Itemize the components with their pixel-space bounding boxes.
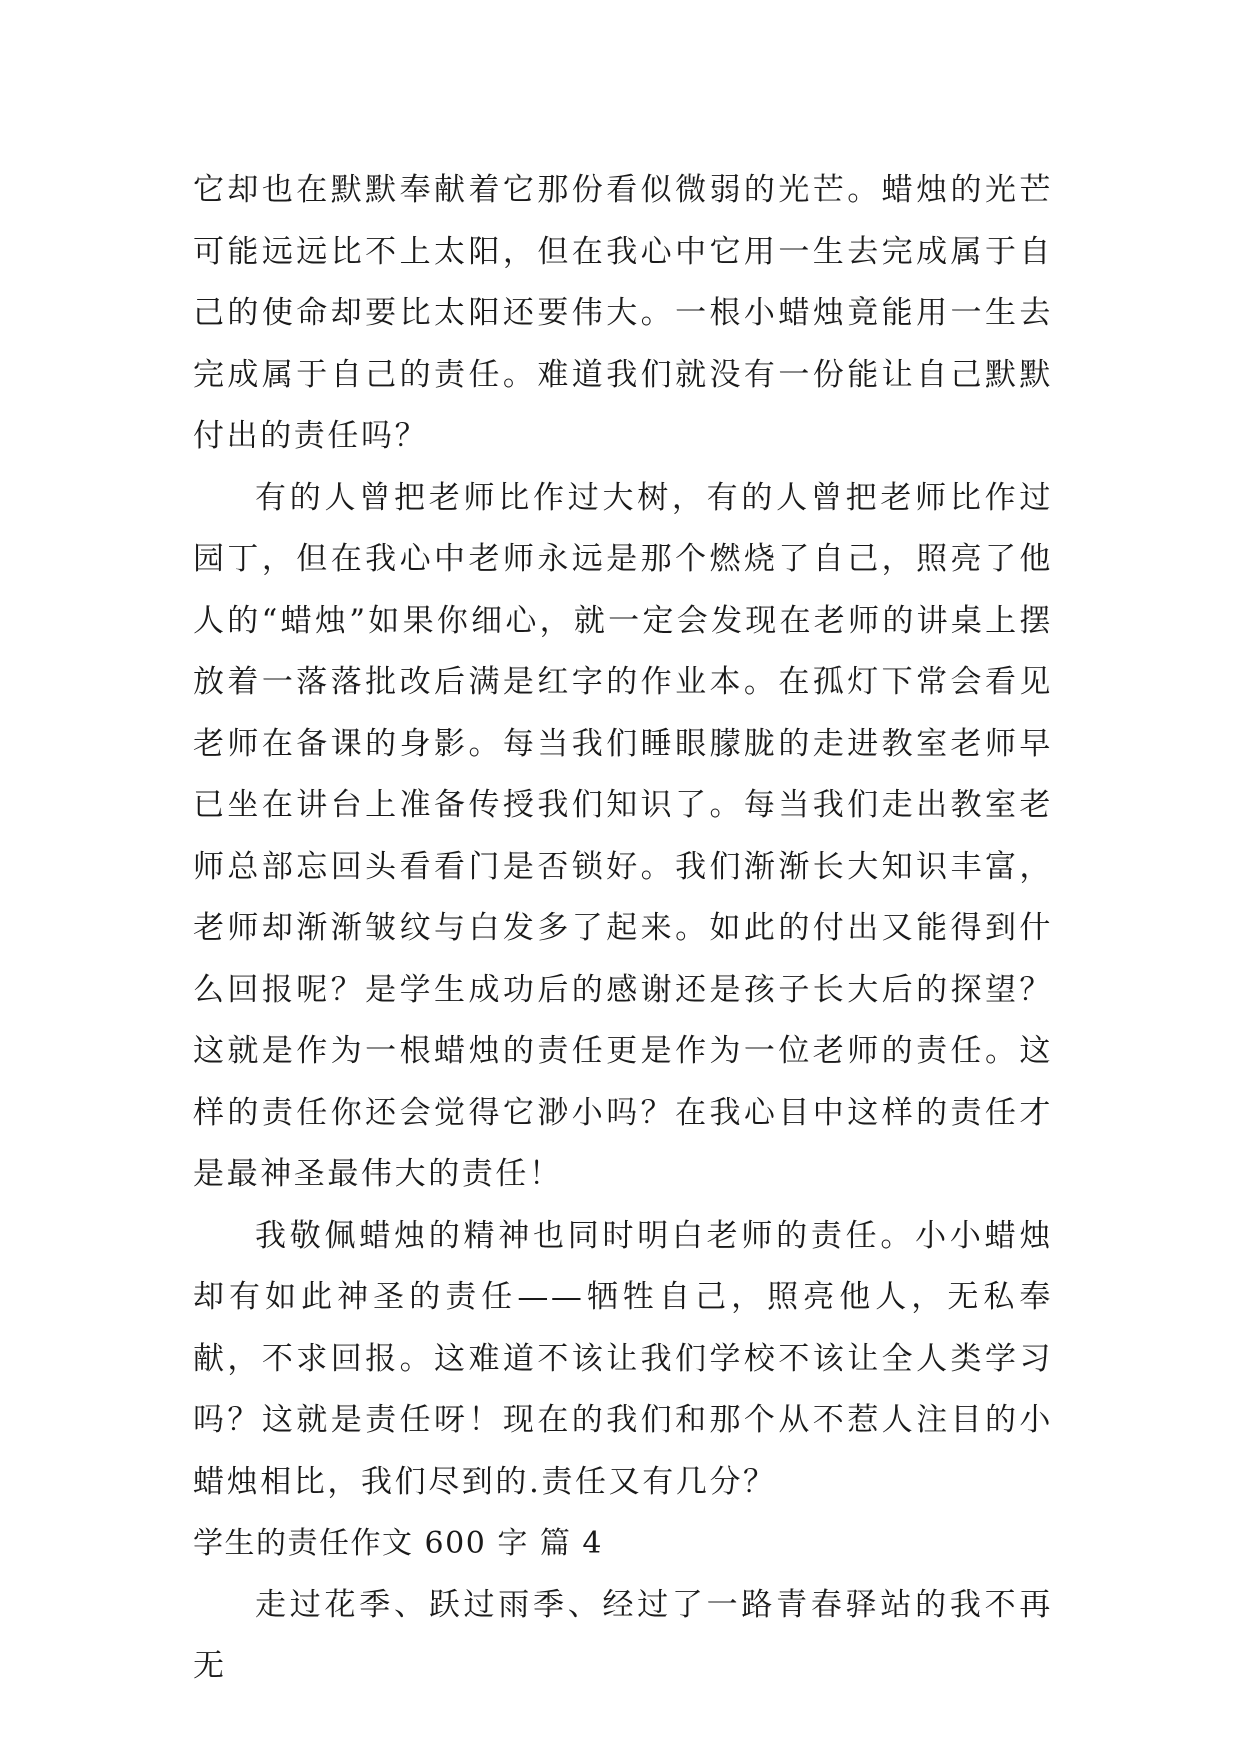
paragraph-next-essay: 走过花季、跃过雨季、经过了一路青春驿站的我不再无 (193, 1586, 1053, 1684)
paragraph-admire-candle: 我敬佩蜡烛的精神也同时明白老师的责任。小小蜡烛却有如此神圣的责任——牺牲自己，照亮他人，无私奉献，不求回报。这难道不该让我们学校不该让全人类学习吗？这就是责任呀！现在的我们和那个从不惹人注目的小蜡烛相比，我们尽到的.责任又有几分？ (193, 1217, 1053, 1500)
document-body (193, 160, 1053, 1698)
section-heading: 学生的责任作文 600 字 篇 4 (193, 1526, 603, 1561)
paragraph-teacher-candle: 有的人曾把老师比作过大树，有的人曾把老师比作过园丁，但在我心中老师永远是那个燃烧了自己，照亮了他人的“蜡烛”如果你细心，就一定会发现在老师的讲桌上摆放着一落落批改后满是红字的作业本。在孤灯下常会看见老师在备课的身影。每当我们睡眼朦胧的走进教室老师早已坐在讲台上准备传授我们知识了。每当我们走出教室老师总部忘回头看看门是否锁好。我们渐渐长大知识丰富，老师却渐渐皱纹与白发多了起来。如此的付出又能得到什么回报呢？是学生成功后的感谢还是孩子长大后的探望？这就是作为一根蜡烛的责任更是作为一位老师的责任。这样的责任你还会觉得它渺小吗？在我心目中这样的责任才是最神圣最伟大的责任！ (193, 479, 1053, 1192)
paragraph-candle-light: 它却也在默默奉献着它那份看似微弱的光芒。蜡烛的光芒可能远远比不上太阳，但在我心中它用一生去完成属于自己的使命却要比太阳还要伟大。一根小蜡烛竟能用一生去完成属于自己的责任。难道我们就没有一份能让自己默默付出的责任吗？ (193, 172, 1053, 454)
